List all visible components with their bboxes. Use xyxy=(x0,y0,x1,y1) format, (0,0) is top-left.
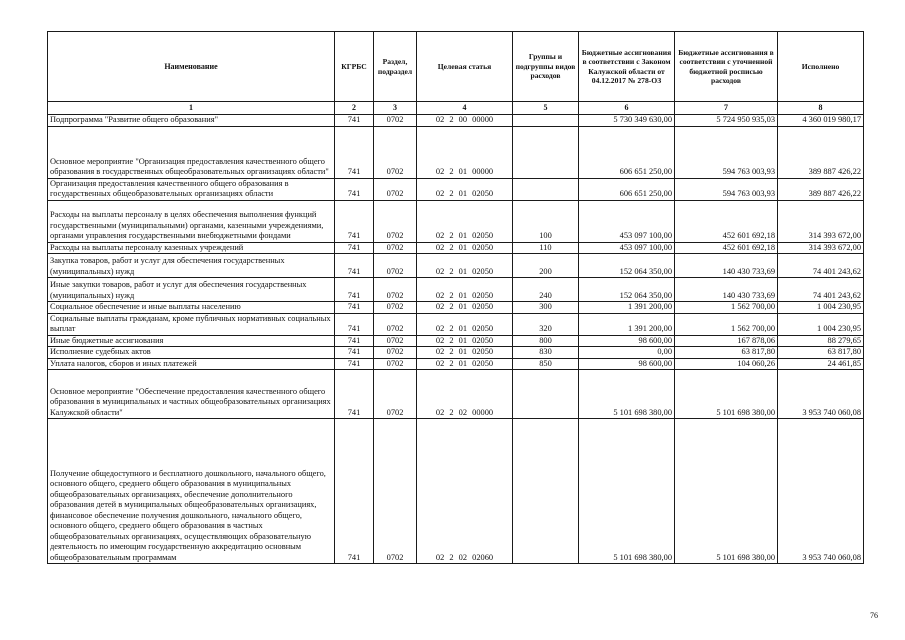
row-name: Расходы на выплаты персоналу в целях обеспечения выполнения функций государственными (муниципальными) органами, казенными учреждениями, органами управления государственными внебюджетными фондами xyxy=(48,200,335,242)
row-target: 02 2 01 02050 xyxy=(417,347,513,359)
row-section: 0702 xyxy=(374,200,417,242)
table-row xyxy=(48,335,864,347)
row-law-budget: 5 101 698 380,00 xyxy=(579,370,675,419)
column-number: 7 xyxy=(675,102,778,115)
row-refined-budget: 594 763 003,93 xyxy=(675,178,778,200)
row-section: 0702 xyxy=(374,335,417,347)
row-refined-budget: 5 724 950 935,03 xyxy=(675,115,778,127)
row-target: 02 2 01 02050 xyxy=(417,313,513,335)
column-number: 6 xyxy=(579,102,675,115)
table-row xyxy=(48,358,864,370)
header-law-budget: Бюджетные ассигнования в соответствии с Законом Калужской области от 04.12.2017 № 278-ОЗ xyxy=(579,32,675,102)
table-row xyxy=(48,302,864,314)
table-row xyxy=(48,419,864,564)
row-law-budget: 1 391 200,00 xyxy=(579,313,675,335)
row-law-budget: 5 730 349 630,00 xyxy=(579,115,675,127)
row-refined-budget: 5 101 698 380,00 xyxy=(675,370,778,419)
row-group xyxy=(513,126,579,178)
row-kgrbs: 741 xyxy=(335,358,374,370)
header-name: Наименование xyxy=(48,32,335,102)
row-law-budget: 606 651 250,00 xyxy=(579,126,675,178)
column-number: 1 xyxy=(48,102,335,115)
row-law-budget: 453 097 100,00 xyxy=(579,242,675,254)
row-group: 240 xyxy=(513,278,579,302)
row-name: Получение общедоступного и бесплатного дошкольного, начального общего, основного общего, среднего общего образования в муниципальных общеобразовательных организациях, обеспечение дополнительного образования детей в муниципальных общеобразовательных организациях, финансовое обеспечение получения дошкольного, начального общего, основного общего, среднего общего образования в частных общеобразовательных организациях, осуществляющих образовательную деятельность по имеющим государственную аккредитацию основным общеобразовательным программам xyxy=(48,419,335,564)
row-group: 300 xyxy=(513,302,579,314)
row-kgrbs: 741 xyxy=(335,335,374,347)
row-name: Подпрограмма "Развитие общего образования" xyxy=(48,115,335,127)
row-refined-budget: 140 430 733,69 xyxy=(675,278,778,302)
row-name: Уплата налогов, сборов и иных платежей xyxy=(48,358,335,370)
row-refined-budget: 452 601 692,18 xyxy=(675,242,778,254)
header-refined-budget: Бюджетные ассигнования в соответствии с уточненной бюджетной росписью расходов xyxy=(675,32,778,102)
row-law-budget: 152 064 350,00 xyxy=(579,278,675,302)
row-section: 0702 xyxy=(374,313,417,335)
header-target: Целевая статья xyxy=(417,32,513,102)
row-refined-budget: 140 430 733,69 xyxy=(675,254,778,278)
row-refined-budget: 1 562 700,00 xyxy=(675,302,778,314)
row-name: Иные бюджетные ассигнования xyxy=(48,335,335,347)
column-number-row xyxy=(48,102,864,115)
row-kgrbs: 741 xyxy=(335,419,374,564)
table-row xyxy=(48,115,864,127)
row-target: 02 2 01 02050 xyxy=(417,278,513,302)
column-number: 4 xyxy=(417,102,513,115)
row-refined-budget: 1 562 700,00 xyxy=(675,313,778,335)
row-executed: 1 004 230,95 xyxy=(778,302,864,314)
row-name: Организация предоставления качественного общего образования в государственных общеобразовательных организациях области xyxy=(48,178,335,200)
row-executed: 3 953 740 060,08 xyxy=(778,419,864,564)
row-group: 110 xyxy=(513,242,579,254)
row-target: 02 2 01 02050 xyxy=(417,254,513,278)
row-section: 0702 xyxy=(374,242,417,254)
row-section: 0702 xyxy=(374,254,417,278)
row-refined-budget: 167 878,06 xyxy=(675,335,778,347)
row-kgrbs: 741 xyxy=(335,347,374,359)
row-executed: 63 817,80 xyxy=(778,347,864,359)
table-header-row xyxy=(48,32,864,102)
row-target: 02 2 00 00000 xyxy=(417,115,513,127)
row-refined-budget: 5 101 698 380,00 xyxy=(675,419,778,564)
row-law-budget: 152 064 350,00 xyxy=(579,254,675,278)
row-name: Исполнение судебных актов xyxy=(48,347,335,359)
column-number: 5 xyxy=(513,102,579,115)
row-name: Социальные выплаты гражданам, кроме публичных нормативных социальных выплат xyxy=(48,313,335,335)
row-kgrbs: 741 xyxy=(335,200,374,242)
row-group: 100 xyxy=(513,200,579,242)
header-section: Раздел, подраздел xyxy=(374,32,417,102)
row-refined-budget: 594 763 003,93 xyxy=(675,126,778,178)
row-section: 0702 xyxy=(374,302,417,314)
row-group: 320 xyxy=(513,313,579,335)
column-number: 3 xyxy=(374,102,417,115)
row-target: 02 2 01 02050 xyxy=(417,200,513,242)
row-kgrbs: 741 xyxy=(335,178,374,200)
page-number: 76 xyxy=(870,611,878,620)
row-name: Расходы на выплаты персоналу казенных учреждений xyxy=(48,242,335,254)
row-law-budget: 0,00 xyxy=(579,347,675,359)
row-target: 02 2 01 02050 xyxy=(417,302,513,314)
row-target: 02 2 01 02050 xyxy=(417,358,513,370)
row-executed: 389 887 426,22 xyxy=(778,126,864,178)
row-group xyxy=(513,370,579,419)
row-kgrbs: 741 xyxy=(335,313,374,335)
row-section: 0702 xyxy=(374,370,417,419)
row-executed: 314 393 672,00 xyxy=(778,200,864,242)
column-number: 8 xyxy=(778,102,864,115)
row-target: 02 2 02 00000 xyxy=(417,370,513,419)
row-executed: 4 360 019 980,17 xyxy=(778,115,864,127)
row-section: 0702 xyxy=(374,178,417,200)
row-executed: 88 279,65 xyxy=(778,335,864,347)
row-section: 0702 xyxy=(374,278,417,302)
table-row xyxy=(48,126,864,178)
row-group xyxy=(513,419,579,564)
row-group: 830 xyxy=(513,347,579,359)
table-row xyxy=(48,254,864,278)
row-kgrbs: 741 xyxy=(335,302,374,314)
row-kgrbs: 741 xyxy=(335,242,374,254)
table-row xyxy=(48,347,864,359)
row-name: Основное мероприятие "Организация предоставления качественного общего образования в государственных общеобразовательных организациях области" xyxy=(48,126,335,178)
row-executed: 389 887 426,22 xyxy=(778,178,864,200)
row-name: Иные закупки товаров, работ и услуг для обеспечения государственных (муниципальных) нужд xyxy=(48,278,335,302)
row-executed: 314 393 672,00 xyxy=(778,242,864,254)
row-target: 02 2 02 02060 xyxy=(417,419,513,564)
table-row xyxy=(48,200,864,242)
row-law-budget: 453 097 100,00 xyxy=(579,200,675,242)
row-kgrbs: 741 xyxy=(335,254,374,278)
row-kgrbs: 741 xyxy=(335,278,374,302)
row-group: 850 xyxy=(513,358,579,370)
row-executed: 24 461,85 xyxy=(778,358,864,370)
row-group xyxy=(513,178,579,200)
row-executed: 74 401 243,62 xyxy=(778,278,864,302)
row-refined-budget: 104 060,26 xyxy=(675,358,778,370)
row-section: 0702 xyxy=(374,347,417,359)
row-section: 0702 xyxy=(374,419,417,564)
table-row xyxy=(48,242,864,254)
row-group: 200 xyxy=(513,254,579,278)
row-refined-budget: 63 817,80 xyxy=(675,347,778,359)
table-row xyxy=(48,370,864,419)
row-executed: 74 401 243,62 xyxy=(778,254,864,278)
table-row xyxy=(48,178,864,200)
row-section: 0702 xyxy=(374,358,417,370)
row-target: 02 2 01 02050 xyxy=(417,242,513,254)
row-law-budget: 1 391 200,00 xyxy=(579,302,675,314)
table-row xyxy=(48,278,864,302)
row-name: Социальное обеспечение и иные выплаты населению xyxy=(48,302,335,314)
header-kgrbs: КГРБС xyxy=(335,32,374,102)
row-law-budget: 5 101 698 380,00 xyxy=(579,419,675,564)
row-executed: 3 953 740 060,08 xyxy=(778,370,864,419)
column-number: 2 xyxy=(335,102,374,115)
row-law-budget: 606 651 250,00 xyxy=(579,178,675,200)
row-group: 800 xyxy=(513,335,579,347)
row-target: 02 2 01 00000 xyxy=(417,126,513,178)
row-kgrbs: 741 xyxy=(335,115,374,127)
row-section: 0702 xyxy=(374,115,417,127)
budget-table xyxy=(47,31,864,564)
row-kgrbs: 741 xyxy=(335,370,374,419)
table-row xyxy=(48,313,864,335)
row-name: Основное мероприятие "Обеспечение предоставления качественного общего образования в муниципальных и частных общеобразовательных организациях Калужской области" xyxy=(48,370,335,419)
row-executed: 1 004 230,95 xyxy=(778,313,864,335)
row-group xyxy=(513,115,579,127)
row-law-budget: 98 600,00 xyxy=(579,358,675,370)
row-target: 02 2 01 02050 xyxy=(417,178,513,200)
header-groups: Группы и подгруппы видов расходов xyxy=(513,32,579,102)
row-target: 02 2 01 02050 xyxy=(417,335,513,347)
row-law-budget: 98 600,00 xyxy=(579,335,675,347)
row-refined-budget: 452 601 692,18 xyxy=(675,200,778,242)
row-kgrbs: 741 xyxy=(335,126,374,178)
header-executed: Исполнено xyxy=(778,32,864,102)
row-name: Закупка товаров, работ и услуг для обеспечения государственных (муниципальных) нужд xyxy=(48,254,335,278)
row-section: 0702 xyxy=(374,126,417,178)
